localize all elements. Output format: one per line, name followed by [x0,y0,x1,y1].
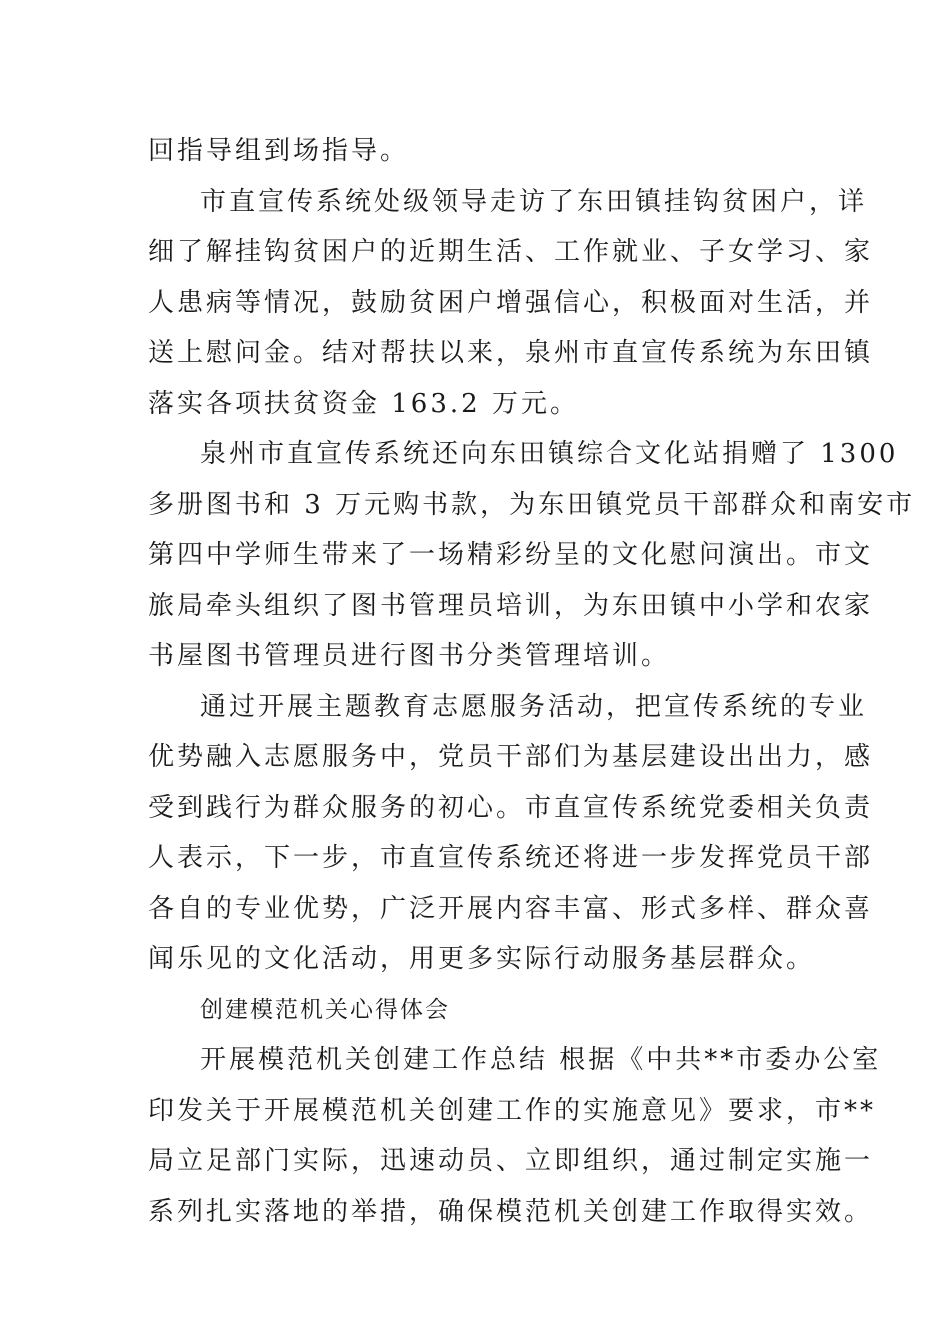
text-line: 各自的专业优势，广泛开展内容丰富、形式多样、群众喜 [148,893,874,924]
text-line: 人表示，下一步，市直宣传系统还将进一步发挥党员干部 [148,843,874,873]
text-line: 优势融入志愿服务中，党员干部们为基层建设出出力，感 [148,742,874,772]
text-line: 旅局牵头组织了图书管理员培训，为东田镇中小学和农家 [148,590,874,621]
text-line: 第四中学师生带来了一场精彩纷呈的文化慰问演出。市文 [148,540,874,570]
text-line: 回指导组到场指导。 [148,136,410,166]
text-line: 人患病等情况，鼓励贫困户增强信心，积极面对生活，并 [148,287,874,318]
text-line: 书屋图书管理员进行图书分类管理培训。 [148,641,671,671]
text-line: 送上慰问金。结对帮扶以来，泉州市直宣传系统为东田镇 [148,338,874,368]
text-line: 局立足部门实际，迅速动员、立即组织，通过制定实施一 [148,1146,874,1176]
text-line: 泉州市直宣传系统还向东田镇综合文化站捐赠了 1300 [200,439,899,469]
section-heading: 创建模范机关心得体会 [200,996,450,1023]
text-line: 多册图书和 3 万元购书款，为东田镇党员干部群众和南安市 [148,489,916,520]
text-line: 闻乐见的文化活动，用更多实际行动服务基层群众。 [148,944,816,974]
text-line: 通过开展主题教育志愿服务活动，把宣传系统的专业 [200,691,868,722]
text-line: 落实各项扶贫资金 163.2 万元。 [148,388,579,419]
text-line: 系列扎实落地的举措，确保模范机关创建工作取得实效。 [148,1196,874,1227]
text-line: 受到践行为群众服务的初心。市直宣传系统党委相关负责 [148,792,874,823]
text-line: 细了解挂钩贫困户的近期生活、工作就业、子女学习、家 [148,237,874,267]
text-line: 开展模范机关创建工作总结 根据《中共**市委办公室 [200,1045,882,1075]
text-line: 市直宣传系统处级领导走访了东田镇挂钩贫困户，详 [200,186,868,217]
document-body [148,126,916,1237]
text-line: 印发关于开展模范机关创建工作的实施意见》要求，市** [148,1095,877,1126]
